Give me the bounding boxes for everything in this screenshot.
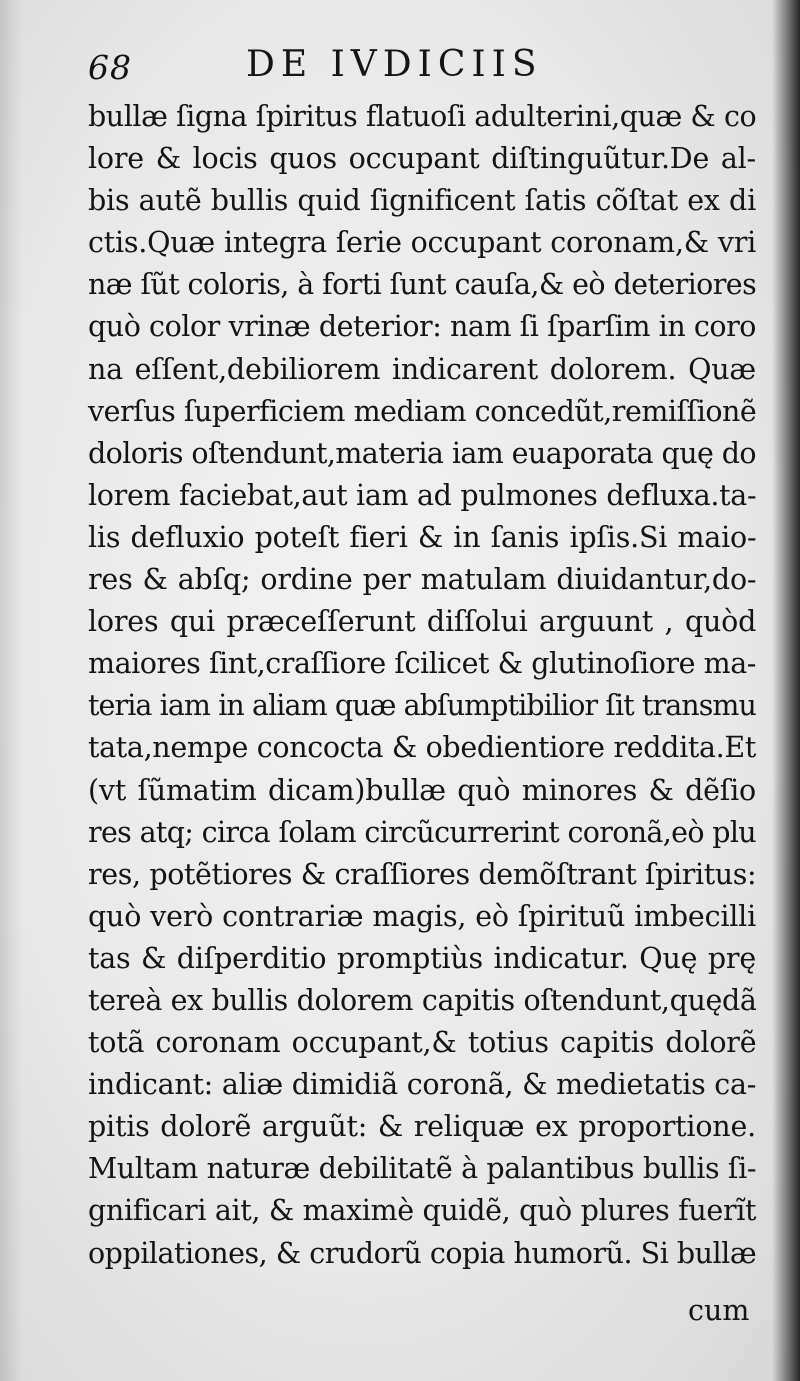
catchword: cum bbox=[688, 1294, 750, 1327]
text-line: lore & locis quos occupant diſtinguũtur.De al- bbox=[88, 142, 756, 176]
text-line: ctis.Quæ integra ſerie occupant coronam,& vri bbox=[88, 226, 756, 260]
text-line: Multam naturæ debilitatẽ à palantibus bullis ſi- bbox=[88, 1152, 757, 1186]
text-line: res, potẽtiores & craſſiores demõſtrant ſpiritus: bbox=[88, 857, 757, 891]
page-header bbox=[88, 42, 728, 94]
page-number: 68 bbox=[88, 48, 132, 87]
text-line: gnificari ait, & maximè quidẽ, quò plures fuerĩt bbox=[88, 1194, 757, 1228]
page-edge-shadow-right bbox=[772, 0, 800, 1381]
text-line: lis defluxio poteſt fieri & in ſanis ipſis.Si maio- bbox=[88, 520, 757, 554]
text-line: oppilationes, & crudorũ copia humorũ. Si bullæ bbox=[88, 1236, 757, 1270]
text-line: na eſſent,debiliorem indicarent dolorem. Quæ bbox=[88, 352, 756, 386]
text-line: bis autẽ bullis quid ſignificent ſatis cõſtat ex di bbox=[88, 184, 756, 218]
text-line: res atq; circa ſolam circũcurrerint coronã,eò plu bbox=[88, 815, 756, 849]
text-line: verſus ſuperficiem mediam concedũt,remiſſionẽ bbox=[88, 394, 757, 428]
text-line: pitis dolorẽ arguũt: & reliquæ ex proportione. bbox=[88, 1110, 756, 1144]
running-title: DE IVDICIIS bbox=[246, 44, 543, 85]
text-line: (vt ſũmatim dicam)bullæ quò minores & dẽſio bbox=[88, 773, 756, 807]
text-line: maiores ſint,craſſiore ſcilicet & glutinoſiore ma- bbox=[88, 647, 756, 681]
text-line: quò verò contrariæ magis, eò ſpirituũ imbecilli bbox=[88, 899, 756, 933]
text-line: totã coronam occupant,& totius capitis dolorẽ bbox=[88, 1026, 757, 1060]
text-line: lores qui præceſſerunt diſſolui arguunt , quòd bbox=[88, 605, 757, 639]
text-line: res & abſq; ordine per matulam diuidantur,do- bbox=[88, 563, 757, 597]
text-line: næ ſũt coloris, à forti ſunt cauſa,& eò deteriores bbox=[88, 268, 757, 302]
text-line: teria iam in aliam quæ abſumptibilior ſit transmu bbox=[88, 689, 756, 723]
text-line: tas & diſperditio promptiùs indicatur. Quę prę bbox=[88, 941, 756, 975]
text-line: tereà ex bullis dolorem capitis oſtendunt,quędã bbox=[88, 983, 757, 1017]
text-line: doloris oſtendunt,materia iam euaporata quę do bbox=[88, 436, 756, 470]
text-line: indicant: aliæ dimidiã coronã, & medietatis ca- bbox=[88, 1068, 757, 1102]
body-text bbox=[88, 96, 756, 1275]
text-line: bullæ ſigna ſpiritus flatuoſi adulterini,quæ & co bbox=[88, 100, 757, 133]
page-edge-shadow-left bbox=[0, 0, 22, 1381]
text-line: lorem faciebat,aut iam ad pulmones defluxa.ta- bbox=[88, 478, 757, 512]
text-line: tata,nempe concocta & obedientiore reddita.Et bbox=[88, 731, 756, 765]
text-line: quò color vrinæ deterior: nam ſi ſparſim in coro bbox=[88, 310, 756, 344]
